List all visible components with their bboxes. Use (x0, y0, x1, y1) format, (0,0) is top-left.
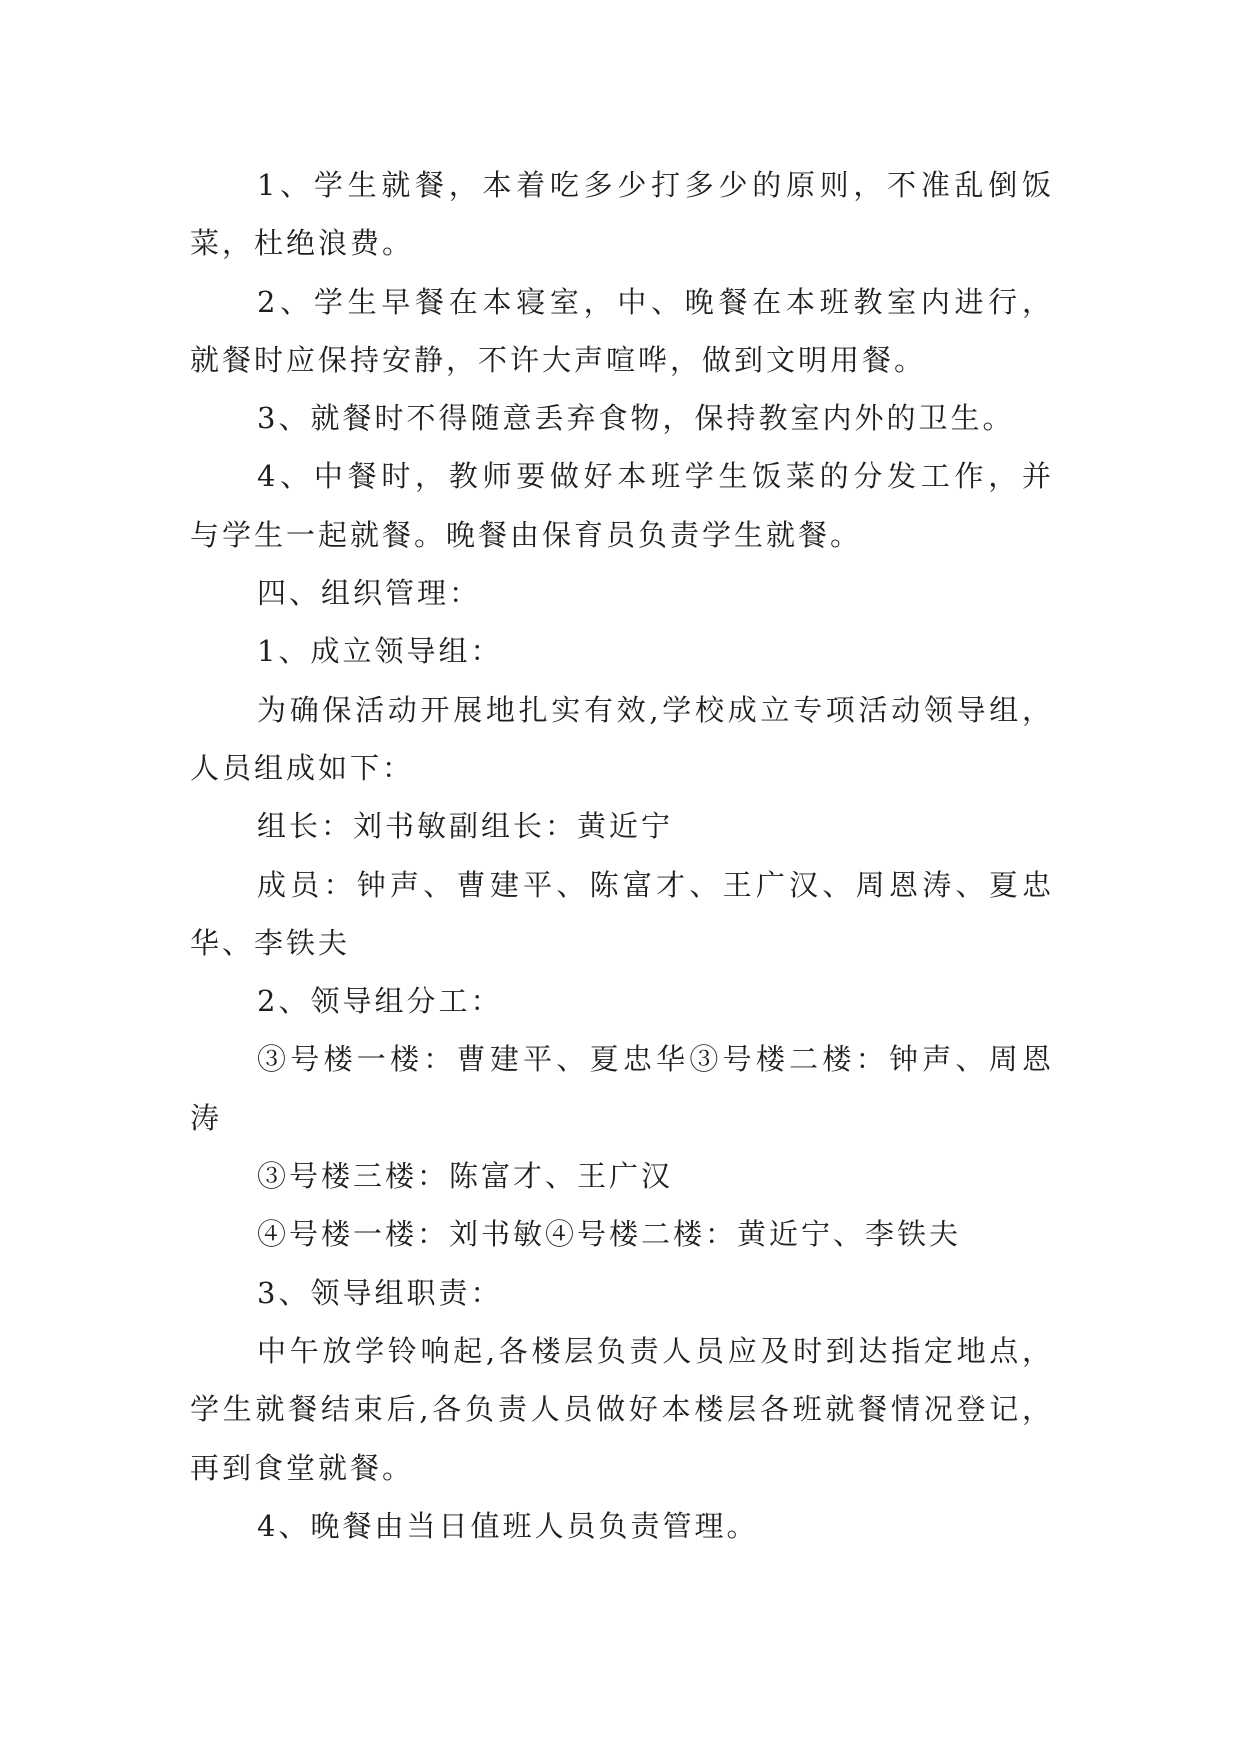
leadership-group-intro (190, 681, 1054, 798)
paragraph-line: 2、学生早餐在本寝室，中、晚餐在本班教室内进行， (257, 284, 1054, 319)
assignment-building3-floor3 (190, 1147, 1051, 1205)
paragraph-line: 涛 (190, 1100, 223, 1135)
section-heading: 四、组织管理： (257, 576, 482, 611)
subheading: 1、成立领导组： (257, 634, 503, 669)
paragraph-line: 学生就餐结束后,各负责人员做好本楼层各班就餐情况登记， (190, 1392, 1054, 1427)
rule-item-4 (190, 447, 1054, 564)
subheading-leadership-group (190, 622, 1051, 680)
paragraph-line: 3、就餐时不得随意丢弃食物，保持教室内外的卫生。 (257, 401, 1015, 436)
subheading: 3、领导组职责： (257, 1275, 503, 1310)
group-members-line (190, 856, 1054, 973)
paragraph-line: 中午放学铃响起,各楼层负责人员应及时到达指定地点， (257, 1333, 1054, 1368)
assignment-building3-floors1-2 (190, 1030, 1054, 1147)
section-heading-organization (190, 564, 1051, 622)
assignment-building4-floors1-2 (190, 1205, 1051, 1263)
group-leaders-line (190, 797, 1051, 855)
responsibilities-text (190, 1322, 1054, 1497)
paragraph-line: 华、李铁夫 (190, 925, 351, 960)
paragraph-line: 为确保活动开展地扎实有效,学校成立专项活动领导组， (257, 692, 1054, 727)
paragraph-line: ④号楼一楼：刘书敏④号楼二楼：黄近宁、李铁夫 (257, 1217, 962, 1252)
paragraph-line: 与学生一起就餐。晚餐由保育员负责学生就餐。 (190, 517, 863, 552)
subheading: 2、领导组分工： (257, 984, 503, 1019)
rule-item-2 (190, 273, 1054, 390)
paragraph-line: 4、中餐时，教师要做好本班学生饭菜的分发工作，并 (257, 459, 1054, 494)
paragraph-line: ③号楼三楼：陈富才、王广汉 (257, 1159, 674, 1194)
subheading-division-of-work (190, 972, 1051, 1030)
paragraph-line: 人员组成如下： (190, 750, 415, 785)
dinner-management-item (190, 1497, 1051, 1555)
document-body (190, 156, 1054, 1555)
rule-item-3 (190, 389, 1051, 447)
paragraph-line: 4、晚餐由当日值班人员负责管理。 (257, 1508, 759, 1543)
paragraph-line: 菜，杜绝浪费。 (190, 226, 415, 261)
rule-item-1 (190, 156, 1054, 273)
subheading-responsibilities (190, 1264, 1051, 1322)
paragraph-line: 再到食堂就餐。 (190, 1450, 415, 1485)
paragraph-line: 成员：钟声、曹建平、陈富才、王广汉、周恩涛、夏忠 (257, 867, 1054, 902)
paragraph-line: 就餐时应保持安静，不许大声喧哗，做到文明用餐。 (190, 342, 927, 377)
paragraph-line: 1、学生就餐，本着吃多少打多少的原则，不准乱倒饭 (257, 168, 1054, 202)
paragraph-line: 组长：刘书敏副组长：黄近宁 (257, 809, 674, 844)
paragraph-line: ③号楼一楼：曹建平、夏忠华③号楼二楼：钟声、周恩 (257, 1042, 1054, 1077)
